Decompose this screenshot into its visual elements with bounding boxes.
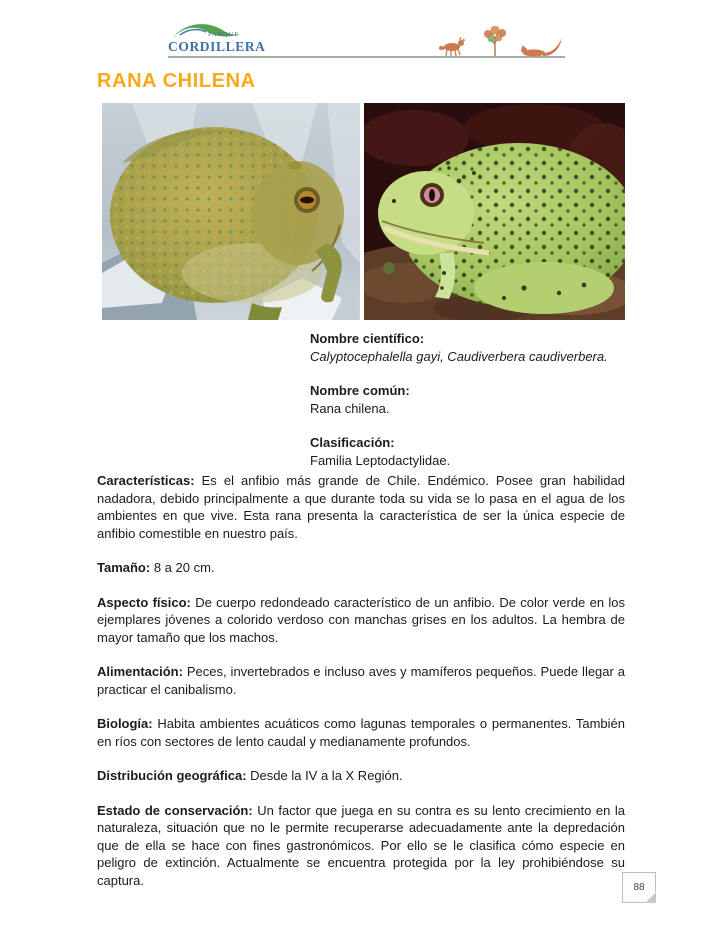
scientific-name-group (310, 330, 608, 365)
page-number: 88 (633, 882, 645, 893)
logo-bottom-text: CORDILLERA (168, 39, 266, 54)
classification-group (310, 434, 608, 469)
page-title: RANA CHILENA (97, 70, 256, 92)
common-name-value: Rana chilena. (310, 400, 390, 416)
scientific-name-label: Nombre científico: (310, 331, 425, 346)
section-text: Un factor que juega en su contra es su lento crecimiento en la naturaleza, situación que no le permite recuperarse adecuadamente ante la depredación que de ella se hace con fines gastronómicos. Por ello se le clasifica cómo especie en peligro de extinción. Actualmente se encuentra protegida por la ley prohibiéndose su captura. (97, 802, 625, 888)
logo-top-text: PARQUE (208, 31, 240, 38)
section-text: Peces, invertebrados e incluso aves y mamíferos pequeños. Puede llegar a practicar el canibalismo. (97, 664, 625, 697)
section-caracteristicas (97, 472, 625, 542)
section-estado-conservacion (97, 802, 625, 890)
species-info-block (310, 330, 608, 486)
section-alimentacion (97, 663, 625, 698)
section-distribucion-geografica (97, 767, 625, 785)
section-tamano (97, 559, 625, 577)
species-description (97, 472, 625, 889)
classification-value: Familia Leptodactylidae. (310, 452, 451, 468)
section-label: Tamaño: (97, 560, 151, 575)
section-label: Distribución geográfica: (97, 768, 247, 783)
common-name-group (310, 382, 608, 417)
page-number-badge (622, 872, 656, 903)
scientific-name-value: Calyptocephalella gayi, Caudiverbera caudiverbera. (310, 348, 608, 364)
section-aspecto-fisico (97, 594, 625, 647)
header-animal-illustrations (438, 26, 566, 58)
frog-photo-left (102, 103, 360, 320)
fox-icon (439, 37, 465, 56)
classification-label: Clasificación: (310, 435, 395, 450)
section-label: Aspecto físico: (97, 594, 191, 610)
section-label: Estado de conservación: (97, 802, 253, 818)
section-biologia (97, 715, 625, 750)
section-text: De cuerpo redondeado característico de un anfibio. De color verde en los ejemplares jóvenes a colorido verdoso con manchas grises en los adultos. La hembra de mayor tamaño que los machos. (97, 594, 625, 645)
parque-cordillera-logo (166, 18, 286, 58)
common-name-label: Nombre común: (310, 383, 410, 398)
frog-photo-right (364, 103, 625, 320)
section-text: Es el anfibio más grande de Chile. Endémico. Posee gran habilidad nadadora, debido principalmente a que durante toda su vida se lo pasa en el agua de los ambientes en que vive. Esta rana presenta la característica de ser la única especie de anfibio comestible en nuestro país. (97, 473, 625, 541)
section-label: Alimentación: (97, 664, 183, 679)
section-label: Biología: (97, 716, 153, 731)
section-label: Características: (97, 473, 195, 488)
section-text: 8 a 20 cm. (150, 560, 215, 575)
tree-icon (484, 26, 506, 56)
frog-photos (102, 103, 625, 320)
section-text: Desde la IV a la X Región. (246, 768, 403, 783)
logo-mountain-icon (166, 18, 286, 58)
lying-animal-icon (521, 38, 562, 57)
section-text: Habita ambientes acuáticos como lagunas temporales o permanentes. También en ríos con sectores de lento caudal y medianamente profundos. (97, 716, 625, 749)
